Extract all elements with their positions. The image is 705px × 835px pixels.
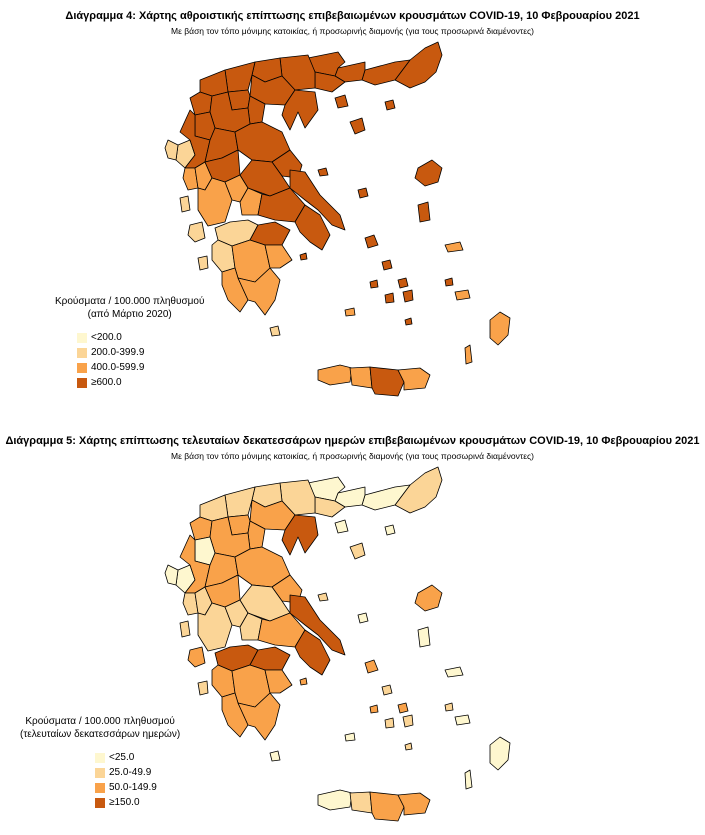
legend-title-line2: (τελευταίων δεκατεσσάρων ημερών) [20, 729, 181, 740]
region-andros [365, 235, 378, 248]
region-samothraki [385, 100, 395, 110]
region-kefallinia [188, 647, 205, 667]
map-panel-14day [0, 425, 705, 835]
legend-item [95, 766, 180, 779]
region-kos [455, 715, 470, 725]
legend-items [77, 331, 204, 389]
legend-swatch [77, 378, 87, 388]
legend-item [95, 781, 180, 794]
region-tinos [382, 260, 392, 270]
region-argolida [265, 670, 292, 693]
region-paros [385, 718, 394, 728]
region-sporades [318, 168, 328, 176]
region-samos [445, 242, 463, 252]
legend-title [55, 295, 204, 321]
region-samothraki [385, 525, 395, 535]
legend-swatch [95, 798, 105, 808]
region-sporades [318, 593, 328, 601]
region-chios [418, 627, 430, 647]
map-title: Διάγραμμα 5: Χάρτης επίπτωσης τελευταίων δεκατεσσάρων ημερών επιβεβαιωμένων κρουσμάτων COVID-19, 10 Φεβρουαρίου 2021 [5, 435, 700, 447]
legend-label: 400.0-599.9 [91, 362, 145, 373]
region-tinos [382, 685, 392, 695]
region-kerkyra [165, 140, 178, 160]
region-mykonos [398, 278, 408, 288]
legend-label: ≥150.0 [109, 797, 140, 808]
region-mykonos [398, 703, 408, 713]
map-subtitle: Με βάση τον τόπο μόνιμης κατοικίας, ή προσωρινής διαμονής (για τους προσωρινά διαμένοντες) [171, 26, 534, 36]
legend-item [77, 376, 204, 389]
region-milos [345, 308, 355, 316]
region-skyros [358, 613, 368, 623]
region-aegina [300, 253, 307, 260]
region-kefallinia [188, 222, 205, 242]
region-rethymno [350, 792, 372, 813]
region-santorini [405, 318, 412, 325]
legend-label: ≥600.0 [91, 377, 122, 388]
region-zakynthos [198, 681, 208, 695]
legend-label: 25.0-49.9 [109, 767, 152, 778]
map-legend [20, 715, 180, 811]
region-syros [370, 705, 378, 713]
region-florina [200, 495, 228, 521]
region-chios [418, 202, 430, 222]
legend-label: 50.0-149.9 [109, 782, 157, 793]
region-paros [385, 293, 394, 303]
region-rethymno [350, 367, 372, 388]
legend-title-line1: Κρούσματα / 100.000 πληθυσμού [55, 296, 205, 307]
legend-label: 200.0-399.9 [91, 347, 145, 358]
region-kythira [270, 326, 280, 336]
region-lemnos [350, 543, 365, 559]
region-kerkyra [165, 565, 178, 585]
region-rodos [490, 312, 510, 345]
mainland-regions [176, 42, 442, 315]
region-naxos [403, 715, 413, 727]
legend-item [77, 361, 204, 374]
region-lasithi [398, 793, 430, 815]
legend-item [77, 331, 204, 344]
legend-title-line2: (από Μάρτιο 2020) [87, 309, 172, 320]
legend-swatch [77, 348, 87, 358]
region-lesvos [415, 160, 442, 186]
region-lefkada [180, 621, 190, 637]
legend-item [95, 796, 180, 809]
legend-title-line1: Κρούσματα / 100.000 πληθυσμού [25, 716, 175, 727]
legend-items [95, 751, 180, 809]
region-kythira [270, 751, 280, 761]
region-karpathos [465, 345, 472, 364]
legend-swatch [95, 783, 105, 793]
legend-swatch [77, 363, 87, 373]
region-chania [318, 790, 352, 810]
region-chania [318, 365, 352, 385]
region-zakynthos [198, 256, 208, 270]
mainland-regions [176, 467, 442, 740]
legend-title [20, 715, 180, 741]
legend-swatch [77, 333, 87, 343]
region-argolida [265, 245, 292, 268]
region-syros [370, 280, 378, 288]
region-aegina [300, 678, 307, 685]
region-kalymnos [445, 278, 453, 286]
legend-label: <25.0 [109, 752, 135, 763]
region-santorini [405, 743, 412, 750]
region-samos [445, 667, 463, 677]
legend-item [77, 346, 204, 359]
map-title: Διάγραμμα 4: Χάρτης αθροιστικής επίπτωσης επιβεβαιωμένων κρουσμάτων COVID-19, 10 Φεβρουαρίου 2021 [65, 10, 640, 22]
region-skyros [358, 188, 368, 198]
legend-swatch [95, 768, 105, 778]
region-kastoria [190, 92, 212, 115]
region-thasos [335, 520, 348, 533]
region-lasithi [398, 368, 430, 390]
region-naxos [403, 290, 413, 302]
region-florina [200, 70, 228, 96]
map-legend [55, 295, 204, 391]
region-lemnos [350, 118, 365, 134]
region-karpathos [465, 770, 472, 789]
legend-label: <200.0 [91, 332, 122, 343]
crete [318, 365, 430, 396]
legend-swatch [95, 753, 105, 763]
region-kastoria [190, 517, 212, 540]
legend-item [95, 751, 180, 764]
map-panel-cumulative [0, 0, 705, 410]
map-subtitle: Με βάση τον τόπο μόνιμης κατοικίας, ή προσωρινής διαμονής (για τους προσωρινά διαμένοντες) [171, 451, 534, 461]
region-kos [455, 290, 470, 300]
region-milos [345, 733, 355, 741]
region-rodos [490, 737, 510, 770]
region-andros [365, 660, 378, 673]
crete [318, 790, 430, 821]
region-kalymnos [445, 703, 453, 711]
region-lefkada [180, 196, 190, 212]
region-thasos [335, 95, 348, 108]
region-lesvos [415, 585, 442, 611]
